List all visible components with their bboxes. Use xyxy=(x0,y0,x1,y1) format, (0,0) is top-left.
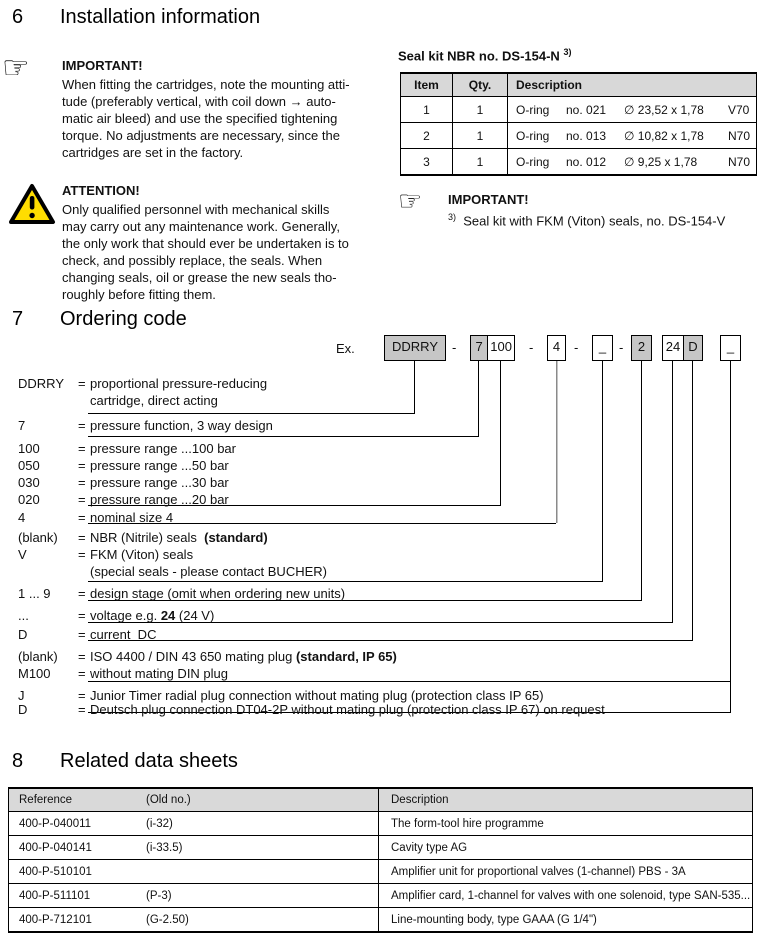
code-box-2: 2 xyxy=(631,335,652,361)
seal-kit-title: Seal kit NBR no. DS-154-N $^{3)}$ xyxy=(398,47,572,64)
table-row: 400-P-712101 (G-2.50) Line-mounting body, type GAAA (G 1/4") xyxy=(9,908,752,931)
table-row: 400-P-040011 (i-32) The form-tool hire programme xyxy=(9,812,752,836)
attention-title: ATTENTION! xyxy=(62,183,140,198)
code-box-seals-blank: _ xyxy=(592,335,613,361)
code-box-24: 24 xyxy=(665,339,681,354)
col-header-item: Item xyxy=(401,74,453,96)
col-header-description: Description xyxy=(516,78,583,92)
ordering-row: 1 ... 9 = design stage (omit when ordering new units) xyxy=(18,586,346,601)
col-header-description: Description xyxy=(378,789,752,811)
important-title: IMPORTANT! xyxy=(448,192,529,207)
col-header-old-no: (Old no.) xyxy=(146,794,191,806)
code-box-4: 4 xyxy=(547,335,566,361)
attention-paragraph: Only qualified personnel with mechanical skills may carry out any maintenance work. Generally, the only work that should ever be undertaken is to check, and possibly replace, the seals. When changing seals, oil or grease the new seals tho- roughly before fitting them. xyxy=(62,202,349,302)
ordering-row: 020 = pressure range ...20 bar xyxy=(18,492,229,507)
code-box-plug-blank: _ xyxy=(720,335,741,361)
section-number: 6 xyxy=(12,6,24,28)
related-table-header-row xyxy=(9,789,752,812)
table-row: 400-P-040141 (i-33.5) Cavity type AG xyxy=(9,836,752,860)
ordering-row: 050 = pressure range ...50 bar xyxy=(18,458,229,473)
ordering-row: (special seals - please contact BUCHER) xyxy=(90,564,327,579)
ordering-row: DDRRY = proportional pressure-reducing xyxy=(18,376,268,391)
hyphen: - xyxy=(574,340,579,355)
ordering-row: 030 = pressure range ...30 bar xyxy=(18,475,229,490)
ordering-row: M100 = without mating DIN plug xyxy=(18,666,229,681)
ordering-row: cartridge, direct acting xyxy=(90,393,218,408)
ordering-row: 7 = pressure function, 3 way design xyxy=(18,418,273,433)
section-number: 8 xyxy=(12,750,24,772)
footnote-marker: 3) xyxy=(448,212,457,222)
section-6-heading xyxy=(0,6,760,32)
code-box-ddrry: DDRRY xyxy=(384,335,446,361)
table-row: 400-P-511101 (P-3) Amplifier card, 1-channel for valves with one solenoid, type SAN-535... xyxy=(9,884,752,908)
section-title: Ordering code xyxy=(60,308,187,330)
table-row: 400-P-510101 Amplifier unit for proportional valves (1-channel) PBS - 3A xyxy=(9,860,752,884)
warning-triangle-icon xyxy=(8,182,56,226)
ordering-row: 4 = nominal size 4 xyxy=(18,510,174,525)
seal-kit-table xyxy=(400,72,757,176)
pointing-hand-icon: ☞ xyxy=(398,186,423,217)
example-label: Ex. xyxy=(336,341,355,356)
ordering-row: 100 = pressure range ...100 bar xyxy=(18,441,236,456)
section-8-heading xyxy=(0,750,760,776)
section-7-heading xyxy=(0,308,760,334)
hyphen: - xyxy=(452,340,457,355)
ordering-row: (blank) = ISO 4400 / DIN 43 650 mating plug (standard, IP 65) xyxy=(18,649,397,664)
important-title: IMPORTANT! xyxy=(62,58,143,73)
table-row: 3 1 O-ring no. 012 ∅ 9,25 x 1,78 N70 xyxy=(401,149,756,174)
ordering-row: ... = voltage e.g. 24 (24 V) xyxy=(18,608,215,623)
code-box-group-function xyxy=(470,335,515,361)
table-row: 1 1 O-ring no. 021 ∅ 23,52 x 1,78 V70 xyxy=(401,97,756,123)
code-box-group-voltage xyxy=(662,335,703,361)
seal-kit-footnote: $^{3)}$ Seal kit with FKM (Viton) seals, no. DS-154-V xyxy=(448,212,726,229)
col-header-reference: Reference xyxy=(19,794,73,806)
ordering-row: V = FKM (Viton) seals xyxy=(18,547,194,562)
seal-kit-header-row xyxy=(401,74,756,97)
table-row: 2 1 O-ring no. 013 ∅ 10,82 x 1,78 N70 xyxy=(401,123,756,149)
section-title: Related data sheets xyxy=(60,750,238,772)
section-number: 7 xyxy=(12,308,24,330)
ordering-row: J = Junior Timer radial plug connection without mating plug (protection class IP 65) xyxy=(18,688,544,703)
code-box-7: 7 xyxy=(471,336,487,360)
ordering-row: D = Deutsch plug connection DT04-2P without mating plug (protection class IP 67) on request xyxy=(18,702,605,717)
code-box-d: D xyxy=(683,336,702,360)
col-header-qty: Qty. xyxy=(453,74,508,96)
footnote-marker: 3) xyxy=(563,47,572,57)
section-title: Installation information xyxy=(60,6,261,28)
code-box-100: 100 xyxy=(487,336,514,360)
important-paragraph: When fitting the cartridges, note the mounting atti- tude (preferably vertical, with coil down → auto- matic air bleed) and use the specified tightening torque. No adjustments are necessary, since the cartridges are set in the factory. xyxy=(62,77,350,160)
ordering-row: D = current DC xyxy=(18,627,157,642)
ordering-row: (blank) = NBR (Nitrile) seals (standard) xyxy=(18,530,268,545)
pointing-hand-icon: ☞ xyxy=(2,50,30,86)
hyphen: - xyxy=(529,340,534,355)
hyphen: - xyxy=(619,340,624,355)
related-data-sheets-table xyxy=(8,787,753,933)
